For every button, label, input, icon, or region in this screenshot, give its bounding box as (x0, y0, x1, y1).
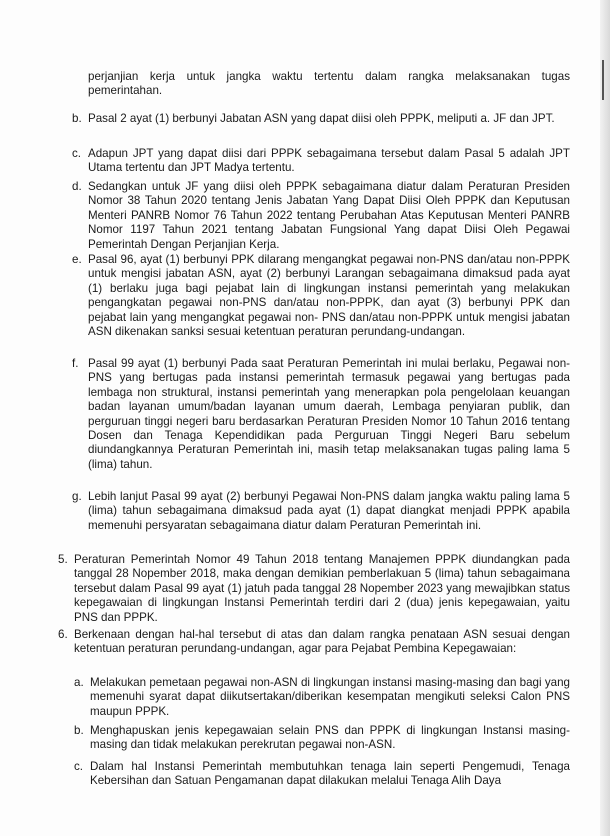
list-item: Lebih lanjut Pasal 99 ayat (2) berbunyi Pegawai Non-PNS dalam jangka waktu paling lama 5 (lima) tahun sebagaimana dimaksud pada ayat (1) dapat diangkat menjadi PPPK apabila memenuhi persyaratan sebagaimana diatur dalam Peraturan Pemerintah ini. (88, 490, 570, 532)
list-marker: g. (72, 490, 82, 503)
list-item: Pasal 2 ayat (1) berbunyi Jabatan ASN yang dapat diisi oleh PPPK, meliputi a. JF dan JPT. (88, 112, 555, 125)
list-marker: c. (74, 760, 84, 773)
list-item: Sedangkan untuk JF yang diisi oleh PPPK sebagaimana diatur dalam Peraturan Presiden Nomor 38 Tahun 2020 tentang Jenis Jabatan Yang Dapat Diisi Oleh PPPK dan Keputusan Menteri PANRB Nomor 76 Tahun 2022 tentang Perubahan Atas Keputusan Menteri PANRB Nomor 1197 Tahun 2021 tentang Jabatan Fungsional Yang dapat Diisi Oleh Pegawai Pemerintah Dengan Perjanjian Kerja. (88, 180, 570, 251)
continuation-paragraph: perjanjian kerja untuk jangka waktu tertentu dalam rangka melaksanakan tugas pemerintahan. (88, 70, 570, 98)
viewer-scroll-edge (600, 0, 610, 836)
list-marker: e. (72, 253, 82, 266)
point-paragraph: Peraturan Pemerintah Nomor 49 Tahun 2018 tentang Manajemen PPPK diundangkan pada tanggal 28 Nopember 2018, maka dengan demikian pemberlakuan 5 (lima) tahun sebagaimana tersebut dalam Pasal 99 ayat (1) jatuh pada tanggal 28 Nopember 2023 yang mewajibkan status kepegawaian di lingkungan Instansi Pemerintah terdiri dari 2 (dua) jenis kepegawaian, yaitu PNS dan PPPK. (74, 553, 570, 624)
list-marker: a. (74, 676, 84, 689)
list-item: Dalam hal Instansi Pemerintah membutuhkan tenaga lain seperti Pengemudi, Tenaga Kebersihan dan Satuan Pengamanan dapat dilakukan melalui Tenaga Alih Daya (90, 760, 570, 788)
list-marker: b. (72, 112, 82, 125)
list-marker: f. (72, 357, 79, 370)
list-item: Melakukan pemetaan pegawai non-ASN di lingkungan instansi masing-masing dan bagi yang memenuhi syarat dapat diikutsertakan/diberikan kesempatan mengikuti seleksi Calon PNS maupun PPPK. (90, 676, 570, 718)
list-marker: b. (74, 724, 84, 737)
point-paragraph: Berkenaan dengan hal-hal tersebut di atas dan dalam rangka penataan ASN sesuai dengan ketentuan peraturan perundang-undangan, agar para Pejabat Pembina Kepegawaian: (74, 628, 570, 656)
list-item: Adapun JPT yang dapat diisi dari PPPK sebagaimana tersebut dalam Pasal 5 adalah JPT Utama tertentu dan JPT Madya tertentu. (88, 147, 570, 175)
point-marker: 6. (58, 628, 68, 641)
list-item: Menghapuskan jenis kepegawaian selain PNS dan PPPK di lingkungan Instansi masing-masing dan tidak melakukan perekrutan pegawai non-ASN. (90, 724, 570, 752)
list-item: Pasal 99 ayat (1) berbunyi Pada saat Peraturan Pemerintah ini mulai berlaku, Pegawai non-PNS yang bertugas pada instansi pemerintah termasuk pegawai yang bertugas pada lembaga non struktural, instansi pemerintah yang menerapkan pola pengelolaan keuangan badan layanan umum/badan layanan umum daerah, Lembaga penyiaran publik, dan perguruan tinggi negeri baru berdasarkan Peraturan Presiden Nomor 10 Tahun 2016 tentang Dosen dan Tenaga Kependidikan pada Perguruan Tinggi Negeri Baru sebelum diundangkannya Peraturan Pemerintah ini, masih tetap melaksanakan tugas paling lama 5 (lima) tahun. (88, 357, 570, 471)
point-marker: 5. (58, 553, 68, 566)
list-marker: d. (72, 180, 82, 193)
list-marker: c. (72, 147, 82, 160)
list-item: Pasal 96, ayat (1) berbunyi PPK dilarang mengangkat pegawai non-PNS dan/atau non-PPPK untuk mengisi jabatan ASN, ayat (2) berbunyi Larangan sebagaimana dimaksud pada ayat (1) berlaku juga bagi pejabat lain di lingkungan instansi pemerintah yang melakukan pengangkatan pegawai non-PNS dan/atau non-PPPK, dan ayat (3) berbunyi PPK dan pejabat lain yang mengangkat pegawai non- PNS dan/atau non-PPPK untuk mengisi jabatan ASN dikenakan sanksi sesuai ketentuan peraturan perundang-undangan. (88, 253, 570, 339)
